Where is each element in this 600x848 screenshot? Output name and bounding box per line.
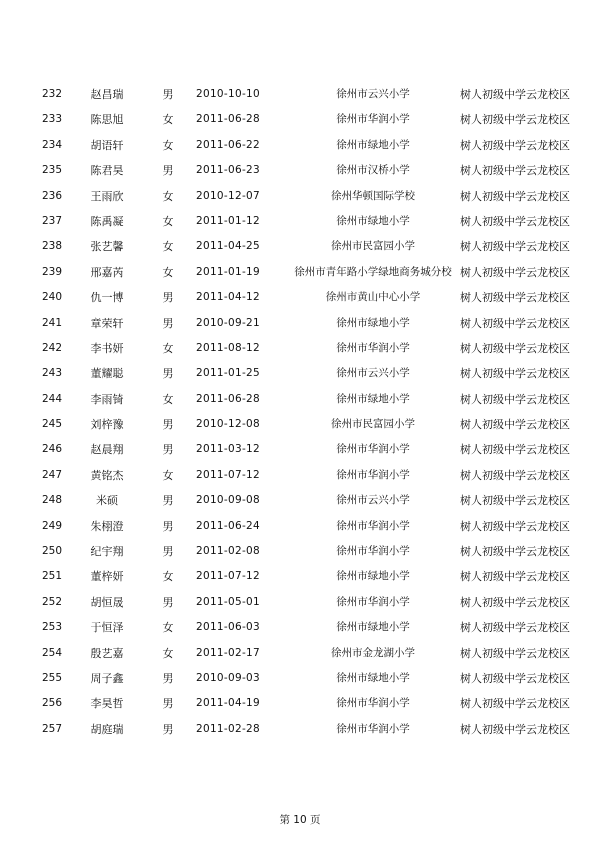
row-number: 254 [42, 646, 63, 659]
row-number: 244 [42, 392, 63, 405]
row-number: 242 [42, 341, 63, 354]
admitted-school: 树人初级中学云龙校区 [460, 646, 570, 660]
table-row [0, 285, 600, 310]
table-row [0, 641, 600, 666]
admitted-school: 树人初级中学云龙校区 [460, 722, 570, 736]
student-name: 周子鑫 [90, 671, 124, 685]
table-row [0, 691, 600, 716]
admitted-school: 树人初级中学云龙校区 [460, 468, 570, 482]
row-number: 246 [42, 443, 63, 456]
primary-school: 徐州市华润小学 [336, 545, 410, 558]
table-row [0, 412, 600, 437]
student-gender: 男 [162, 595, 174, 609]
table-row [0, 107, 600, 132]
birth-date: 2010-10-10 [195, 88, 261, 100]
student-name: 胡恒晟 [90, 595, 124, 609]
primary-school: 徐州市华润小学 [336, 722, 410, 735]
student-name: 陈禹凝 [90, 214, 124, 228]
student-gender: 女 [162, 392, 174, 406]
primary-school: 徐州市绿地小学 [336, 214, 410, 227]
primary-school: 徐州市黄山中心小学 [325, 291, 421, 304]
birth-date: 2011-02-17 [195, 646, 261, 659]
table-row [0, 234, 600, 259]
primary-school: 徐州市云兴小学 [336, 367, 410, 380]
student-name: 李书妍 [90, 341, 124, 355]
birth-date: 2011-06-28 [195, 392, 261, 405]
table-row [0, 437, 600, 462]
row-number: 249 [42, 519, 63, 532]
primary-school: 徐州市华润小学 [336, 595, 410, 608]
table-row [0, 387, 600, 412]
student-name: 纪宇翔 [90, 545, 124, 559]
table-row [0, 717, 600, 742]
student-gender: 男 [162, 697, 174, 711]
student-table [0, 82, 600, 742]
birth-date: 2010-09-08 [195, 494, 261, 507]
primary-school: 徐州市绿地小学 [336, 392, 410, 405]
primary-school: 徐州市绿地小学 [336, 316, 410, 329]
birth-date: 2011-04-12 [195, 291, 261, 304]
row-number: 251 [42, 570, 63, 583]
student-gender: 女 [162, 621, 174, 635]
admitted-school: 树人初级中学云龙校区 [460, 392, 570, 406]
student-gender: 女 [162, 646, 174, 660]
page-number: 第 10 页 [279, 814, 321, 826]
student-name: 于恒泽 [90, 621, 124, 635]
admitted-school: 树人初级中学云龙校区 [460, 214, 570, 228]
student-gender: 男 [162, 316, 174, 330]
student-gender: 女 [162, 468, 174, 482]
student-name: 陈思旭 [90, 113, 124, 127]
admitted-school: 树人初级中学云龙校区 [460, 138, 570, 152]
student-gender: 男 [162, 443, 174, 457]
admitted-school: 树人初级中学云龙校区 [460, 595, 570, 609]
student-gender: 女 [162, 189, 174, 203]
admitted-school: 树人初级中学云龙校区 [460, 265, 570, 279]
row-number: 235 [42, 164, 63, 177]
birth-date: 2011-06-03 [195, 621, 261, 634]
row-number: 245 [42, 418, 63, 431]
birth-date: 2010-09-21 [195, 316, 261, 329]
table-row [0, 361, 600, 386]
primary-school: 徐州市华润小学 [336, 443, 410, 456]
student-name: 李雨锜 [90, 392, 124, 406]
primary-school: 徐州市华润小学 [336, 468, 410, 481]
student-gender: 男 [162, 545, 174, 559]
student-name: 仇一博 [90, 291, 124, 305]
birth-date: 2011-06-28 [195, 113, 261, 126]
student-gender: 男 [162, 494, 174, 508]
primary-school: 徐州市绿地小学 [336, 621, 410, 634]
birth-date: 2011-01-19 [195, 265, 261, 278]
row-number: 243 [42, 367, 63, 380]
student-gender: 男 [162, 671, 174, 685]
student-name: 胡语轩 [90, 138, 124, 152]
birth-date: 2011-06-22 [195, 138, 261, 151]
primary-school: 徐州市汉桥小学 [336, 164, 410, 177]
student-name: 董耀聪 [90, 367, 124, 381]
student-gender: 男 [162, 418, 174, 432]
birth-date: 2010-09-03 [195, 671, 261, 684]
student-name: 董梓妍 [90, 570, 124, 584]
primary-school: 徐州市民富园小学 [331, 418, 415, 431]
row-number: 250 [42, 545, 63, 558]
primary-school: 徐州市民富园小学 [331, 240, 415, 253]
table-row [0, 260, 600, 285]
birth-date: 2011-01-12 [195, 214, 261, 227]
row-number: 241 [42, 316, 63, 329]
row-number: 248 [42, 494, 63, 507]
student-name: 刘梓豫 [90, 418, 124, 432]
student-name: 陈君昊 [90, 164, 124, 178]
table-row [0, 311, 600, 336]
primary-school: 徐州市华润小学 [336, 697, 410, 710]
admitted-school: 树人初级中学云龙校区 [460, 291, 570, 305]
table-row [0, 666, 600, 691]
admitted-school: 树人初级中学云龙校区 [460, 113, 570, 127]
student-name: 李昊哲 [90, 697, 124, 711]
student-name: 张艺馨 [90, 240, 124, 254]
student-name: 王雨欣 [90, 189, 124, 203]
primary-school: 徐州市青年路小学绿地商务城分校 [294, 265, 452, 278]
birth-date: 2011-02-08 [195, 545, 261, 558]
student-gender: 女 [162, 138, 174, 152]
primary-school: 徐州市绿地小学 [336, 671, 410, 684]
birth-date: 2011-04-25 [195, 240, 261, 253]
birth-date: 2011-08-12 [195, 341, 261, 354]
admitted-school: 树人初级中学云龙校区 [460, 418, 570, 432]
table-row [0, 488, 600, 513]
admitted-school: 树人初级中学云龙校区 [460, 621, 570, 635]
admitted-school: 树人初级中学云龙校区 [460, 316, 570, 330]
table-row [0, 463, 600, 488]
table-row [0, 539, 600, 564]
table-row [0, 590, 600, 615]
table-row [0, 82, 600, 107]
table-row [0, 514, 600, 539]
admitted-school: 树人初级中学云龙校区 [460, 697, 570, 711]
admitted-school: 树人初级中学云龙校区 [460, 341, 570, 355]
student-gender: 男 [162, 722, 174, 736]
row-number: 252 [42, 595, 63, 608]
admitted-school: 树人初级中学云龙校区 [460, 494, 570, 508]
student-gender: 女 [162, 265, 174, 279]
admitted-school: 树人初级中学云龙校区 [460, 519, 570, 533]
student-gender: 男 [162, 291, 174, 305]
student-name: 赵昌瑞 [90, 88, 124, 101]
student-gender: 男 [162, 164, 174, 178]
row-number: 240 [42, 291, 63, 304]
student-name: 殷艺嘉 [90, 646, 124, 660]
student-gender: 女 [162, 113, 174, 127]
birth-date: 2011-02-28 [195, 722, 261, 735]
primary-school: 徐州市绿地小学 [336, 570, 410, 583]
table-row [0, 615, 600, 640]
student-gender: 男 [162, 519, 174, 533]
student-name: 胡庭瑞 [90, 722, 124, 736]
birth-date: 2011-03-12 [195, 443, 261, 456]
student-name: 邢嘉芮 [90, 265, 124, 279]
row-number: 257 [42, 722, 63, 735]
row-number: 239 [42, 265, 63, 278]
admitted-school: 树人初级中学云龙校区 [460, 88, 570, 101]
birth-date: 2011-05-01 [195, 595, 261, 608]
table-row [0, 184, 600, 209]
row-number: 247 [42, 468, 63, 481]
birth-date: 2011-06-23 [195, 164, 261, 177]
table-row [0, 209, 600, 234]
row-number: 255 [42, 671, 63, 684]
table-row [0, 133, 600, 158]
birth-date: 2010-12-07 [195, 189, 261, 202]
student-name: 章荣轩 [90, 316, 124, 330]
primary-school: 徐州市云兴小学 [336, 494, 410, 507]
admitted-school: 树人初级中学云龙校区 [460, 443, 570, 457]
student-name: 赵晨翔 [90, 443, 124, 457]
row-number: 256 [42, 697, 63, 710]
primary-school: 徐州市金龙湖小学 [331, 646, 415, 659]
admitted-school: 树人初级中学云龙校区 [460, 570, 570, 584]
student-gender: 男 [162, 88, 174, 101]
row-number: 253 [42, 621, 63, 634]
row-number: 232 [42, 88, 63, 100]
admitted-school: 树人初级中学云龙校区 [460, 240, 570, 254]
student-name: 朱栩澄 [90, 519, 124, 533]
student-gender: 男 [162, 367, 174, 381]
row-number: 234 [42, 138, 63, 151]
table-row [0, 158, 600, 183]
row-number: 238 [42, 240, 63, 253]
admitted-school: 树人初级中学云龙校区 [460, 164, 570, 178]
row-number: 233 [42, 113, 63, 126]
student-gender: 女 [162, 570, 174, 584]
primary-school: 徐州华顿国际学校 [331, 189, 415, 202]
primary-school: 徐州市华润小学 [336, 341, 410, 354]
primary-school: 徐州市华润小学 [336, 519, 410, 532]
admitted-school: 树人初级中学云龙校区 [460, 367, 570, 381]
primary-school: 徐州市绿地小学 [336, 138, 410, 151]
table-row [0, 336, 600, 361]
student-gender: 女 [162, 341, 174, 355]
primary-school: 徐州市云兴小学 [336, 88, 410, 100]
birth-date: 2010-12-08 [195, 418, 261, 431]
student-gender: 女 [162, 240, 174, 254]
birth-date: 2011-04-19 [195, 697, 261, 710]
row-number: 237 [42, 214, 63, 227]
admitted-school: 树人初级中学云龙校区 [460, 189, 570, 203]
student-name: 黄铭杰 [90, 468, 124, 482]
admitted-school: 树人初级中学云龙校区 [460, 671, 570, 685]
student-name: 米硕 [96, 494, 118, 508]
birth-date: 2011-07-12 [195, 468, 261, 481]
primary-school: 徐州市华润小学 [336, 113, 410, 126]
row-number: 236 [42, 189, 63, 202]
birth-date: 2011-07-12 [195, 570, 261, 583]
birth-date: 2011-06-24 [195, 519, 261, 532]
student-gender: 女 [162, 214, 174, 228]
admitted-school: 树人初级中学云龙校区 [460, 545, 570, 559]
birth-date: 2011-01-25 [195, 367, 261, 380]
table-row [0, 564, 600, 589]
